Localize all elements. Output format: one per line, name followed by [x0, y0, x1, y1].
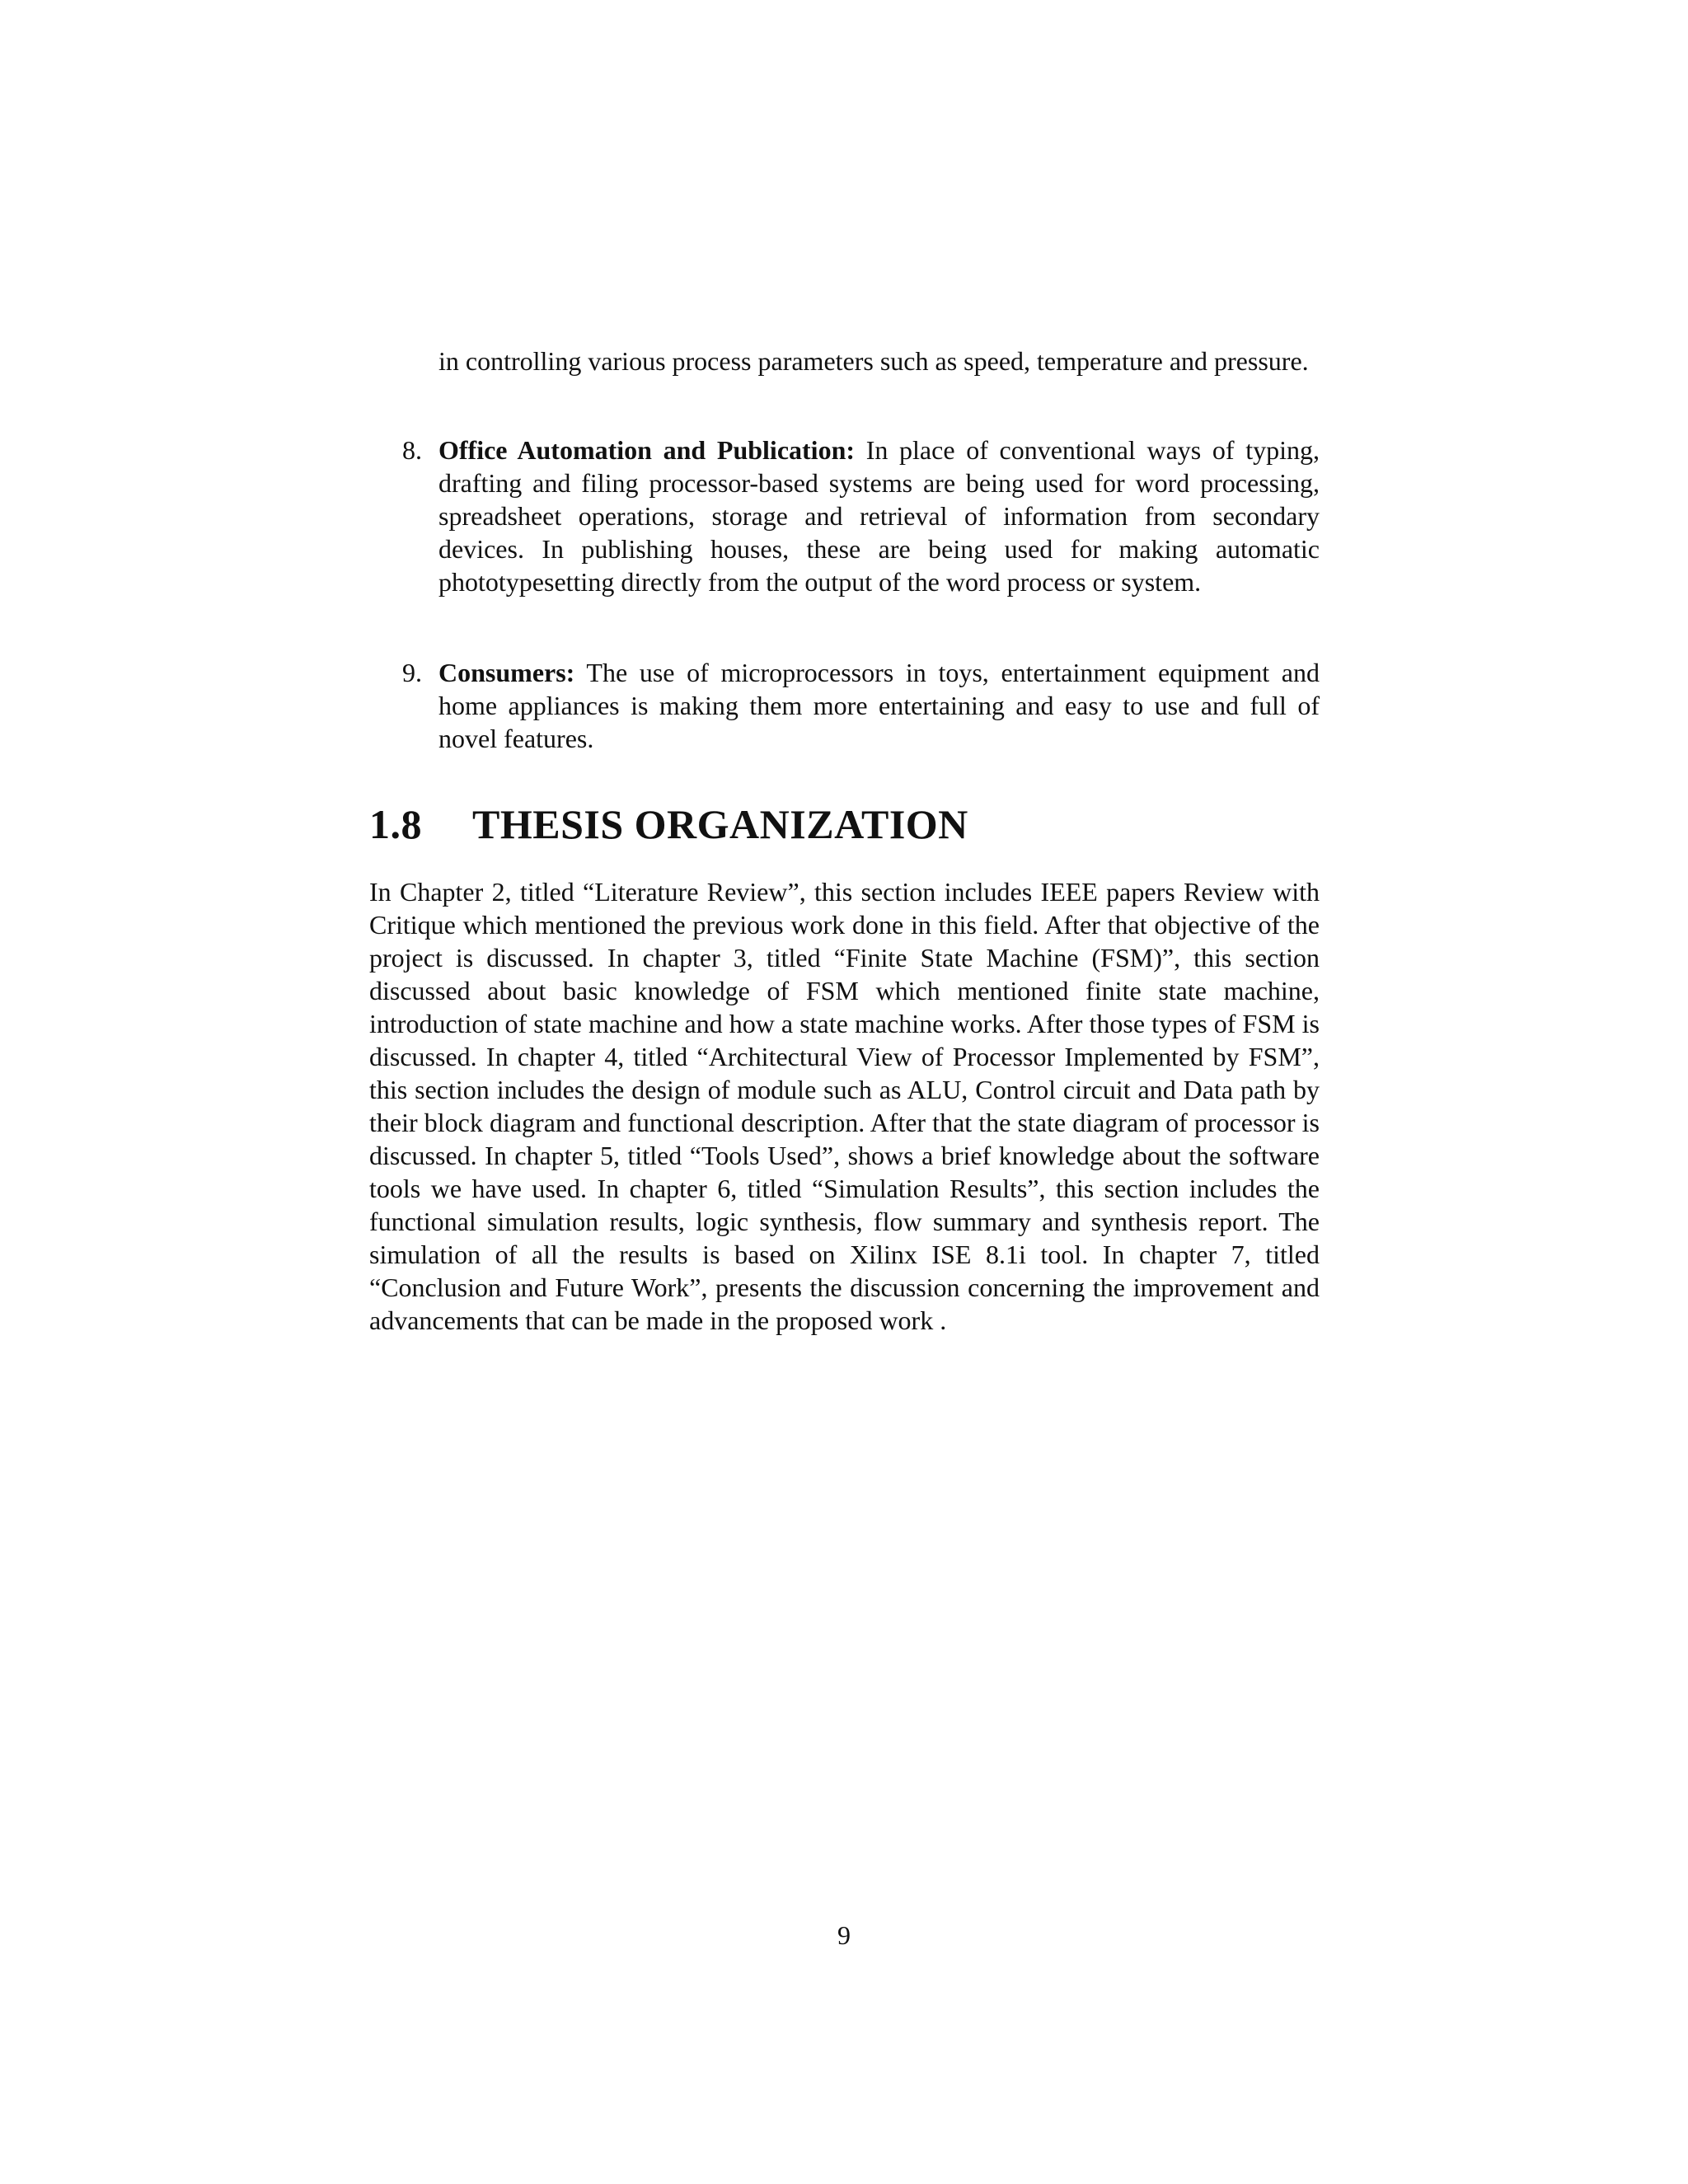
list-item-text: The use of microprocessors in toys, entertainment equipment and home appliances is making them more entertaining and easy to use and full of novel features.: [438, 658, 1320, 753]
list-item-number: 8.: [402, 435, 422, 465]
list-item: [402, 434, 1320, 598]
list-item-body: [438, 656, 1320, 755]
list-item-text: In place of conventional ways of typing, drafting and filing processor-based systems are being used for word processing, spreadsheet operations, storage and retrieval of information from secondary devices. In publishing houses, these are being used for making automatic phototypesetting directly from the output of the word process or system.: [438, 435, 1320, 597]
section-title: THESIS ORGANIZATION: [472, 801, 968, 847]
list-item: [402, 656, 1320, 755]
list-item-term: Office Automation and Publication:: [438, 435, 856, 465]
section-number: 1.8: [369, 801, 422, 847]
page-number: 9: [837, 1920, 851, 1950]
list-continuation-text: in controlling various process parameters such as speed, temperature and pressure.: [438, 346, 1309, 376]
section-paragraph: In Chapter 2, titled “Literature Review”, this section includes IEEE papers Review with Critique which mentioned the previous work done in this field. After that objective of the project is discussed. In chapter 3, titled “Finite State Machine (FSM)”, this section discussed about basic knowledge of FSM which mentioned finite state machine, introduction of state machine and how a state machine works. After those types of FSM is discussed. In chapter 4, titled “Architectural View of Processor Implemented by FSM”, this section includes the design of module such as ALU, Control circuit and Data path by their block diagram and functional description. After that the state diagram of processor is discussed. In chapter 5, titled “Tools Used”, shows a brief knowledge about the software tools we have used. In chapter 6, titled “Simulation Results”, this section includes the functional simulation results, logic synthesis, flow summary and synthesis report. The simulation of all the results is based on Xilinx ISE 8.1i tool. In chapter 7, titled “Conclusion and Future Work”, presents the discussion concerning the improvement and advancements that can be made in the proposed work .: [369, 877, 1320, 1335]
list-item-body: [438, 434, 1320, 598]
section-heading: [369, 799, 1320, 849]
list-item-number: 9.: [402, 658, 422, 687]
list-item-term: Consumers:: [438, 658, 575, 687]
